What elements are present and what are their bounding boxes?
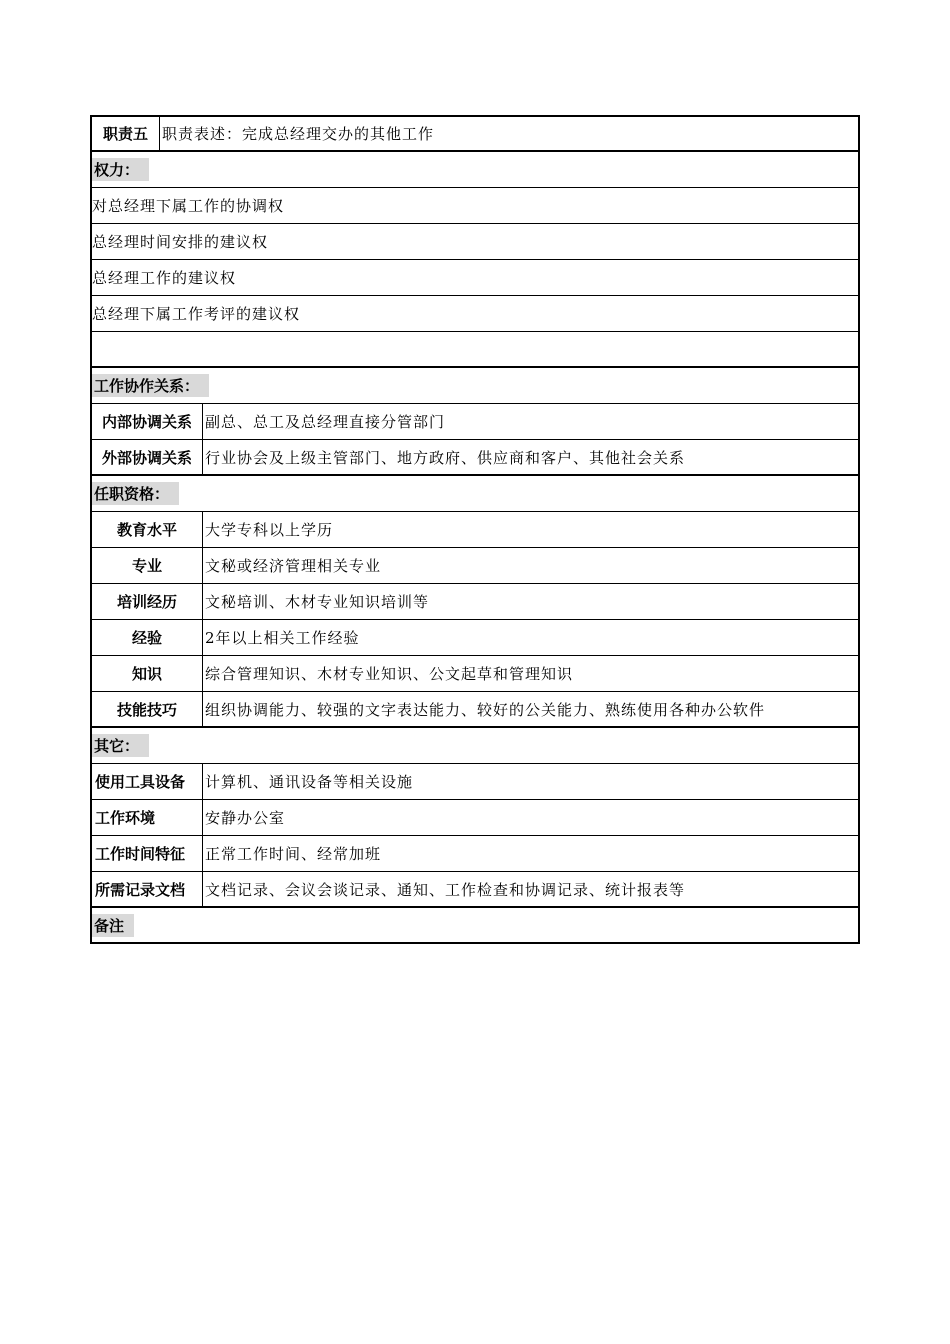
- qualification-row: [90, 512, 860, 548]
- power-item-row: [90, 260, 860, 296]
- qualification-row: [90, 692, 860, 728]
- other-row: [90, 764, 860, 800]
- qualification-label: 专业: [92, 548, 203, 583]
- qualification-value: 综合管理知识、木材专业知识、公文起草和管理知识: [205, 665, 574, 683]
- duty-text: 职责表述：完成总经理交办的其他工作: [162, 125, 435, 143]
- notes-row: [90, 908, 860, 944]
- other-row: [90, 836, 860, 872]
- power-item: 总经理时间安排的建议权: [92, 233, 269, 251]
- qualification-value: 2年以上相关工作经验: [205, 629, 360, 647]
- relations-row: [90, 440, 860, 476]
- power-item-row: [90, 224, 860, 260]
- power-item: 对总经理下属工作的协调权: [92, 197, 285, 215]
- qualification-label: 教育水平: [92, 512, 203, 547]
- qualification-label: 技能技巧: [92, 692, 203, 726]
- qualification-value: 文秘培训、木材专业知识培训等: [205, 593, 430, 611]
- qualifications-heading: 任职资格：: [92, 482, 179, 505]
- power-heading-row: [90, 152, 860, 188]
- qualification-label: 培训经历: [92, 584, 203, 619]
- other-label: 所需记录文档: [92, 872, 203, 906]
- qualification-value: 大学专科以上学历: [205, 521, 334, 539]
- qualification-label: 知识: [92, 656, 203, 691]
- relations-heading: 工作协作关系：: [92, 374, 209, 397]
- power-heading: 权力：: [92, 158, 149, 181]
- other-label: 使用工具设备: [92, 764, 203, 799]
- qualification-label: 经验: [92, 620, 203, 655]
- power-item: 总经理下属工作考评的建议权: [92, 305, 301, 323]
- other-heading: 其它：: [92, 734, 149, 757]
- qualification-row: [90, 620, 860, 656]
- duty-row: [90, 115, 860, 152]
- other-value: 计算机、通讯设备等相关设施: [205, 773, 414, 791]
- relations-value: 行业协会及上级主管部门、地方政府、供应商和客户、其他社会关系: [205, 448, 686, 467]
- other-value: 文档记录、会议会谈记录、通知、工作检查和协调记录、统计报表等: [205, 880, 686, 899]
- qualification-value: 组织协调能力、较强的文字表达能力、较好的公关能力、熟练使用各种办公软件: [205, 700, 766, 719]
- duty-label: 职责五: [92, 117, 160, 150]
- power-item-row: [90, 296, 860, 332]
- other-value: 安静办公室: [205, 809, 286, 827]
- other-label: 工作时间特征: [92, 836, 203, 871]
- relations-value: 副总、总工及总经理直接分管部门: [205, 413, 446, 431]
- other-value: 正常工作时间、经常加班: [205, 845, 382, 863]
- qualification-row: [90, 584, 860, 620]
- job-description-table: [90, 115, 860, 944]
- qualification-value: 文秘或经济管理相关专业: [205, 557, 382, 575]
- other-heading-row: [90, 728, 860, 764]
- qualification-row: [90, 548, 860, 584]
- other-row: [90, 872, 860, 908]
- power-empty-row: [90, 332, 860, 368]
- notes-label: 备注: [92, 914, 134, 937]
- qualification-row: [90, 656, 860, 692]
- qualifications-heading-row: [90, 476, 860, 512]
- relations-label: 内部协调关系: [92, 404, 203, 439]
- relations-label: 外部协调关系: [92, 440, 203, 474]
- power-item-row: [90, 188, 860, 224]
- relations-heading-row: [90, 368, 860, 404]
- other-row: [90, 800, 860, 836]
- other-label: 工作环境: [92, 800, 203, 835]
- power-item: 总经理工作的建议权: [92, 269, 237, 287]
- relations-row: [90, 404, 860, 440]
